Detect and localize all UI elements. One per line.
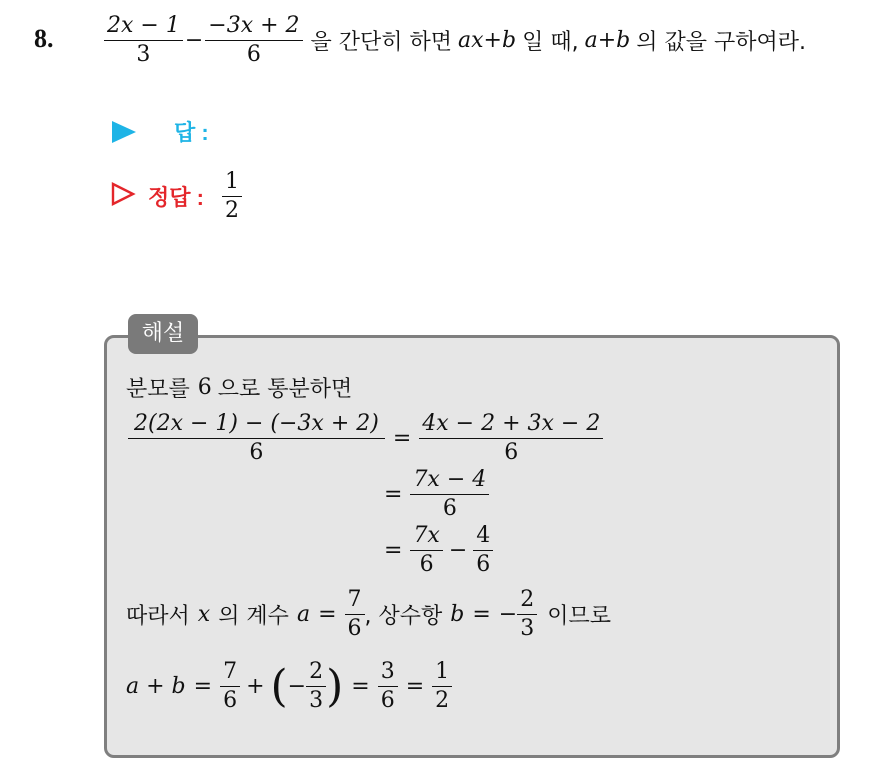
eq1-lhs-fraction: [128, 412, 385, 465]
explanation-line-5: [126, 588, 611, 641]
line1-text-b: 으로 통분하면: [217, 377, 353, 402]
minus-sign: −: [184, 28, 204, 54]
fraction-1: [104, 14, 183, 67]
correct-answer-value: [222, 170, 242, 223]
equals-sign: =: [384, 538, 403, 564]
answer-label: 답 :: [174, 120, 209, 145]
final-fraction-3: [378, 660, 398, 713]
negative-sign: −: [498, 602, 518, 628]
final-f1-denominator: 6: [223, 688, 238, 714]
equals-sign: =: [351, 674, 370, 700]
explanation-line-1: [126, 372, 352, 403]
a-value-denominator: 6: [347, 616, 362, 642]
eq3b-denominator: 6: [476, 552, 491, 578]
final-fraction-4: [432, 660, 452, 713]
equation-line-3: [376, 524, 493, 577]
triangle-filled-icon: [112, 121, 136, 143]
final-f3-numerator: 3: [378, 660, 398, 687]
var-b: b: [450, 602, 465, 628]
fraction-2: [205, 14, 302, 67]
correct-answer-denominator: 2: [224, 198, 239, 224]
question-number: 8.: [34, 24, 54, 53]
final-lhs: a + b: [126, 674, 186, 700]
eq1-lhs-denominator: 6: [249, 440, 264, 466]
equals-sign: =: [384, 482, 403, 508]
answer-row: [112, 116, 209, 147]
question-text-b: 일 때,: [522, 30, 579, 56]
correct-answer-numerator: 1: [222, 170, 242, 197]
final-fraction-1: [220, 660, 240, 713]
eq3-fraction-b: [473, 524, 493, 577]
expression-ab: a+b: [584, 28, 631, 54]
var-a: a: [296, 602, 311, 628]
eq3-fraction-a: [410, 524, 442, 577]
equation-line-1: [128, 412, 603, 465]
correct-answer-row: [110, 170, 242, 223]
eq3a-numerator: 7x: [410, 524, 442, 551]
line5-text-d: 이므로: [547, 604, 611, 630]
fraction-1-denominator: 3: [136, 42, 151, 68]
line5-text-a: 따라서: [126, 604, 190, 630]
correct-answer-label: 정답 :: [148, 185, 204, 211]
eq3a-denominator: 6: [419, 552, 434, 578]
line5-text-c: , 상수항: [364, 604, 443, 630]
eq1-rhs-fraction: [419, 412, 603, 465]
equals-sign: =: [472, 602, 491, 628]
a-value-numerator: 7: [345, 588, 365, 615]
final-f2-denominator: 3: [309, 688, 324, 714]
eq3b-numerator: 4: [473, 524, 493, 551]
final-f2-numerator: 2: [306, 660, 326, 687]
b-value-numerator: 2: [517, 588, 537, 615]
eq2-numerator: 7x − 4: [410, 468, 489, 495]
equals-sign: =: [392, 426, 412, 452]
final-f1-numerator: 7: [220, 660, 240, 687]
equation-line-2: [376, 468, 489, 521]
var-x: x: [197, 602, 211, 628]
line5-text-b: 의 계수: [218, 604, 289, 630]
line1-text-a: 분모를: [126, 377, 190, 402]
equals-sign: =: [193, 674, 213, 700]
eq2-fraction: [410, 468, 489, 521]
plus-sign: +: [246, 674, 265, 700]
negative-sign: −: [287, 674, 307, 700]
b-value-fraction: [517, 588, 537, 641]
right-paren: ): [326, 660, 344, 712]
line1-number: 6: [197, 375, 212, 400]
a-value-fraction: [345, 588, 365, 641]
equals-sign: =: [318, 602, 337, 628]
eq1-rhs-numerator: 4x − 2 + 3x − 2: [419, 412, 603, 439]
question-text: [104, 14, 806, 67]
final-f3-denominator: 6: [380, 688, 395, 714]
eq1-rhs-denominator: 6: [504, 440, 519, 466]
expression-axb: ax+b: [458, 28, 517, 54]
eq2-denominator: 6: [442, 496, 457, 522]
fraction-2-denominator: 6: [246, 42, 261, 68]
fraction-1-numerator: 2x − 1: [104, 14, 183, 41]
triangle-outline-icon: [110, 181, 136, 213]
final-fraction-2: [306, 660, 326, 713]
final-f4-denominator: 2: [435, 688, 450, 714]
explanation-tab: 해설: [128, 314, 198, 354]
final-equation: [126, 660, 452, 713]
final-f4-numerator: 1: [432, 660, 452, 687]
b-value-denominator: 3: [520, 616, 535, 642]
minus-sign: −: [448, 538, 468, 564]
question-text-c: 의 값을 구하여라.: [636, 30, 806, 56]
left-paren: (: [270, 660, 288, 712]
equals-sign: =: [405, 674, 425, 700]
question-text-a: 을 간단히 하면: [310, 30, 453, 56]
fraction-2-numerator: −3x + 2: [205, 14, 302, 41]
eq1-lhs-numerator: 2(2x − 1) − (−3x + 2): [128, 412, 385, 439]
